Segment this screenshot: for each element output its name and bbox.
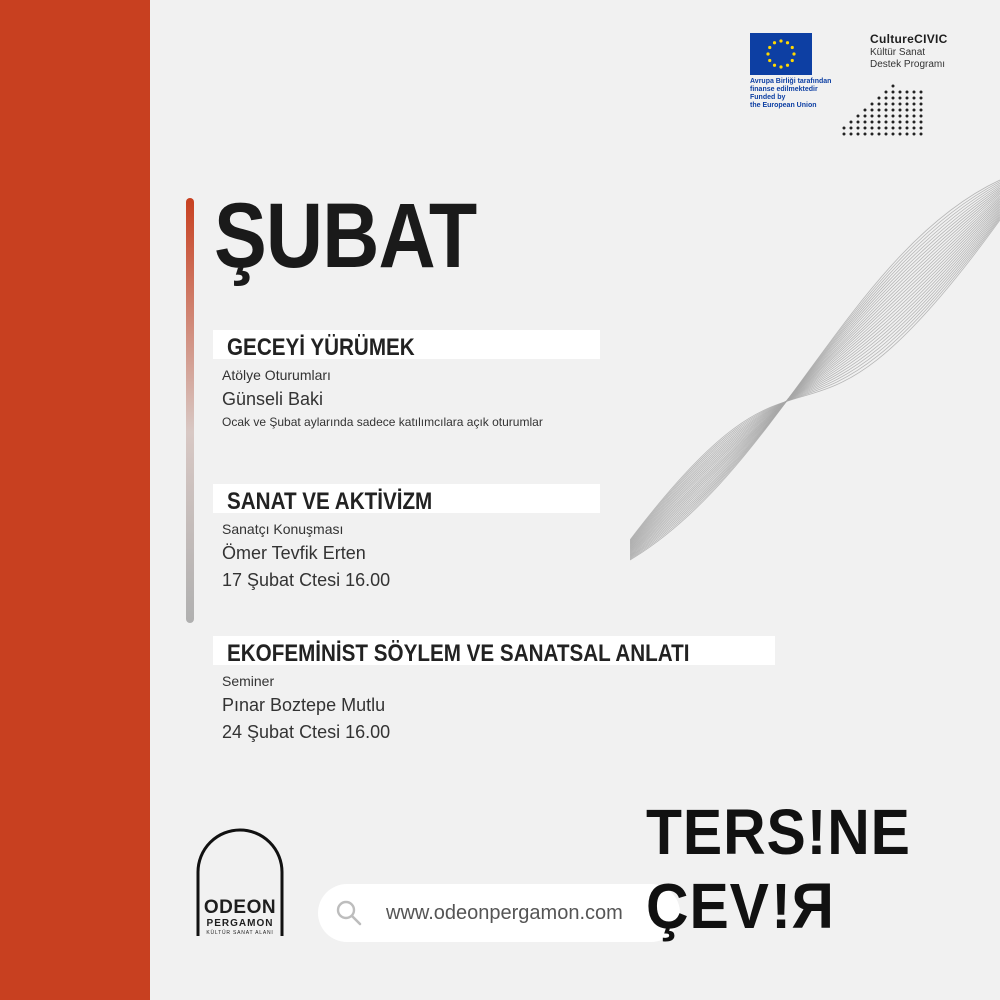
wordmark-part: NE	[827, 796, 911, 868]
wordmark-exclamation: !	[806, 796, 828, 868]
wordmark-exclamation: !	[769, 870, 791, 942]
event-speaker: Günseli Baki	[222, 389, 324, 409]
wave-lines-decoration	[630, 170, 1000, 580]
odeon-logo-sub: PERGAMON	[206, 918, 274, 929]
event-item	[213, 484, 600, 594]
eu-flag-icon	[750, 33, 812, 75]
wordmark-part: ÇEV	[646, 870, 770, 942]
odeon-logo-name: ODEON	[203, 897, 277, 918]
left-accent-band	[0, 0, 150, 1000]
event-type: Sanatçı Konuşması	[222, 521, 344, 537]
event-title-box	[213, 330, 600, 359]
website-url[interactable]: www.odeonpergamon.com	[386, 902, 623, 924]
tersine-cevir-wordmark	[646, 795, 911, 943]
wordmark-line-1	[646, 795, 911, 869]
event-title: SANAT VE AKTİVİZM	[227, 488, 433, 515]
culture-civic-subtitle: Kültür Sanat Destek Programı	[870, 47, 946, 70]
event-title: GECEYİ YÜRÜMEK	[227, 334, 415, 361]
eu-funding-text: Avrupa Birliği tarafından finanse edilmektedir Funded by the European Union	[750, 78, 832, 109]
event-speaker: Ömer Tevfik Erten	[222, 543, 366, 563]
vertical-gradient-bar	[186, 198, 194, 623]
event-item	[213, 330, 600, 432]
culture-civic-logo	[840, 30, 980, 140]
eu-funding-logo	[750, 33, 840, 110]
event-item	[213, 636, 775, 746]
culture-civic-title: CultureCIVIC	[870, 32, 948, 46]
event-date: 17 Şubat Ctesi 16.00	[222, 570, 391, 590]
event-speaker: Pınar Boztepe Mutlu	[222, 695, 386, 715]
wordmark-line-2	[646, 869, 911, 943]
event-title-box	[213, 636, 775, 665]
event-title-box	[213, 484, 600, 513]
odeon-logo-tag: KÜLTÜR SANAT ALANI	[206, 930, 274, 936]
wordmark-part: TERS	[646, 796, 807, 868]
event-type: Atölye Oturumları	[222, 367, 331, 383]
event-title: EKOFEMİNİST SÖYLEM VE SANATSAL ANLATI	[227, 640, 690, 667]
website-search-bar[interactable]	[318, 884, 680, 942]
odeon-pergamon-logo	[194, 826, 286, 940]
month-title: ŞUBAT	[214, 185, 477, 287]
wordmark-mirrored-letter: R	[790, 870, 834, 942]
event-date: 24 Şubat Ctesi 16.00	[222, 722, 391, 742]
search-icon	[336, 900, 362, 926]
event-type: Seminer	[222, 673, 275, 689]
event-note: Ocak ve Şubat aylarında sadece katılımcılara açık oturumlar	[222, 415, 543, 429]
